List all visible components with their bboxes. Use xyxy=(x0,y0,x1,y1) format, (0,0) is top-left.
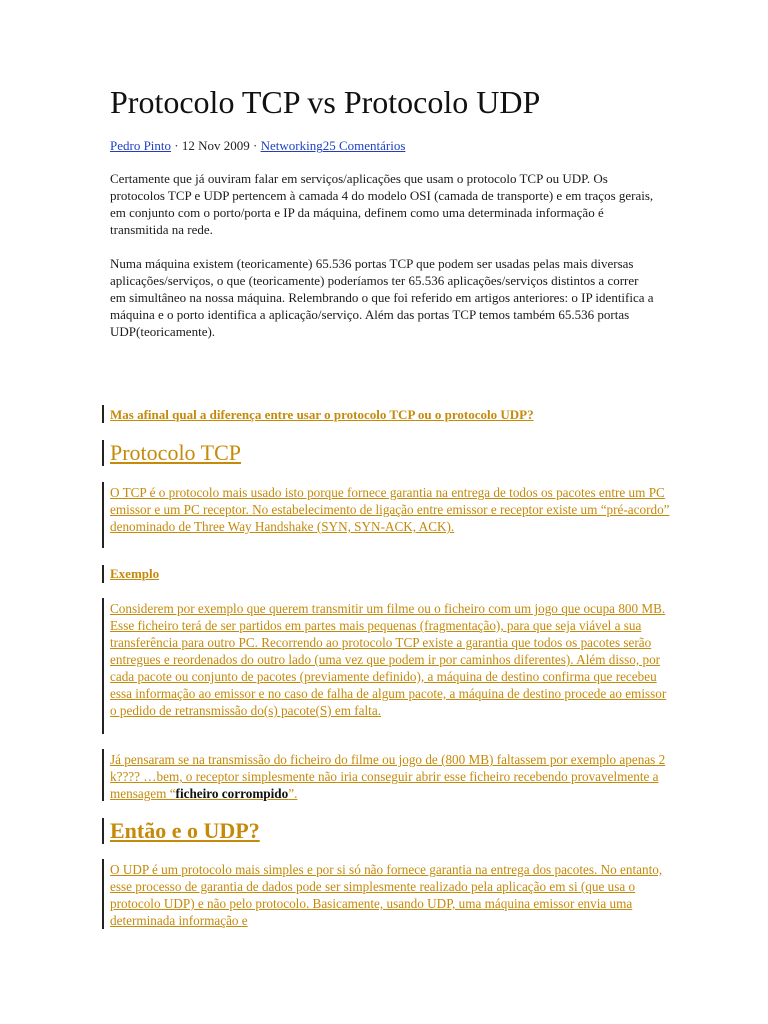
quote-bar xyxy=(102,482,104,548)
example-paragraph-2 xyxy=(110,751,670,802)
quote-bar xyxy=(102,598,104,734)
article-meta xyxy=(110,138,405,154)
question-line: Mas afinal qual a diferença entre usar o protocolo TCP ou o protocolo UDP? xyxy=(110,407,534,422)
quote-bar xyxy=(102,565,104,583)
intro-paragraph: Certamente que já ouviram falar em serviços/aplicações que usam o protocolo TCP ou UDP. Os protocolos TCP e UDP pertencem à camada 4 do modelo OSI (camada de transporte) e em traços gerais, em conjunto com o porto/porta e IP da máquina, definem como uma determinada informação é transmitida na rede. xyxy=(110,171,654,237)
quote-bar xyxy=(102,749,104,801)
udp-paragraph: O UDP é um protocolo mais simples e por si só não fornece garantia na entrega dos pacotes. No entanto, esse processo de garantia de dados pode ser simplesmente realizado pela aplicação em si (que usa o protocolo UDP) e não pelo protocolo. Basicamente, usando UDP, uma máquina emissor envia uma determinada informação e xyxy=(110,862,663,928)
corrupted-file-label: ficheiro corrompido xyxy=(175,786,289,801)
example-text-a: Já pensaram se na transmissão do ficheiro do filme ou jogo de (800 MB) faltassem por exemplo apenas 2 k???? …bem, o receptor simplesmente não iria conseguir abrir esse ficheiro recebendo provavelmente a mensagem “ xyxy=(110,752,666,801)
article-title: Protocolo TCP vs Protocolo UDP xyxy=(110,84,541,120)
tcp-paragraph: O TCP é o protocolo mais usado isto porque fornece garantia na entrega de todos os pacotes entre um PC emissor e um PC receptor. No estabelecimento de ligação entre emissor e receptor existe um “pré-acordo” denominado de Three Way Handshake (SYN, SYN-ACK, ACK). xyxy=(110,485,670,534)
ports-paragraph: Numa máquina existem (teoricamente) 65.536 portas TCP que podem ser usadas pelas mais diversas aplicações/serviços, o que (teoricamente) poderíamos ter 65.536 aplicações/serviços distintos a correr em simultâneo na nossa máquina. Relembrando o que foi referido em artigos anteriores: o IP identifica a máquina e o porto identifica a aplicação/serviço. Além das portas TCP temos também 65.536 portas UDP(teoricamente). xyxy=(110,256,654,339)
quote-bar xyxy=(102,405,104,423)
quote-bar xyxy=(102,440,104,466)
udp-heading: Então e o UDP? xyxy=(110,818,260,843)
meta-date: · 12 Nov 2009 · xyxy=(171,138,261,153)
category-label: Networking xyxy=(260,138,323,153)
example-label: Exemplo xyxy=(110,566,160,581)
example-paragraph: Considerem por exemplo que querem transmitir um filme ou o ficheiro com um jogo que ocupa 800 MB. Esse ficheiro terá de ser partidos em partes mais pequenas (fragmentação), para que seja viável a sua transferência para outro PC. Recorrendo ao protocolo TCP existe a garantia que todos os pacotes serão entregues e reordenados do outro lado (uma vez que podem ir por caminhos diferentes). Além disso, por cada pacote ou conjunto de pacotes (previamente definido), a máquina de destino confirma que recebeu essa informação ao emissor e no caso de falha de algum pacote, a máquina de destino procede ao emissor o pedido de retransmissão do(s) pacote(S) em falta. xyxy=(110,601,667,718)
author-link[interactable]: Pedro Pinto xyxy=(110,138,172,153)
tcp-heading: Protocolo TCP xyxy=(110,440,242,465)
comments-label: 25 Comentários xyxy=(322,138,406,153)
category-link[interactable] xyxy=(261,138,406,153)
quote-bar xyxy=(102,859,104,929)
quote-bar xyxy=(102,818,104,844)
example-text-c: ”. xyxy=(288,786,298,801)
